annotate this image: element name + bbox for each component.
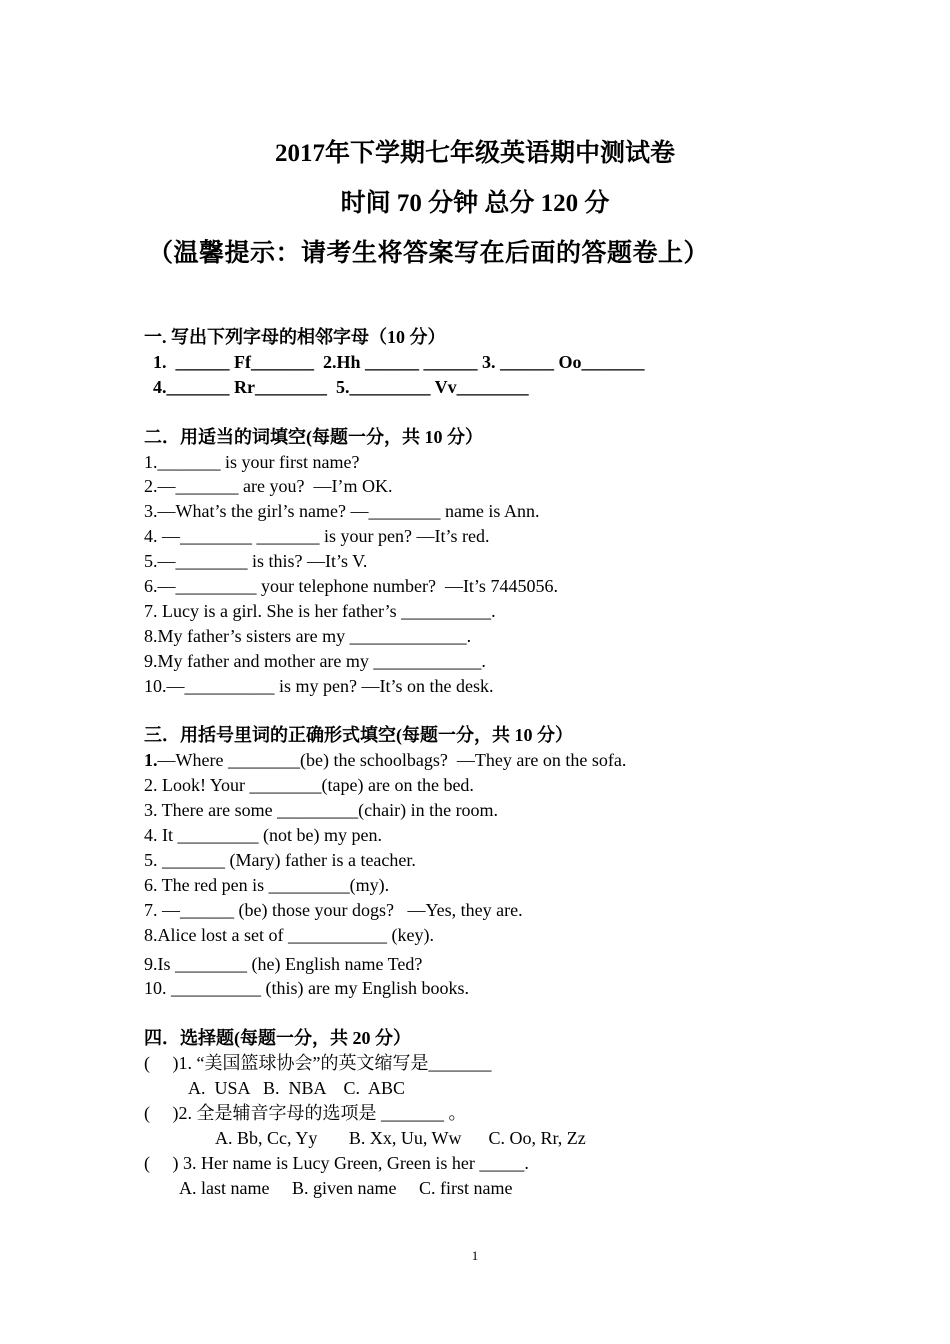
section-line: 1. ______ Ff_______ 2.Hh ______ ______ 3. ______ Oo_______ [144, 351, 645, 372]
question-line: 1.—Where ________(be) the schoolbags? —They are on the sofa. [144, 750, 627, 771]
question-line: 1._______ is your first name? [144, 451, 360, 472]
question-line: 10.—__________ is my pen? —It’s on the desk. [144, 675, 494, 696]
question-line: 4. —________ _______ is your pen? —It’s red. [144, 526, 490, 547]
section-line: 4._______ Rr________ 5._________ Vv________ [144, 376, 529, 397]
question-line: A. last name B. given name C. first name [144, 1177, 513, 1198]
question-line: 5. _______ (Mary) father is a teacher. [144, 849, 416, 870]
question-line: 6.—_________ your telephone number? —It’s 7445056. [144, 576, 558, 596]
exam-title: 2017年下学期七年级英语期中测试卷 [274, 140, 675, 167]
section-line: 三．用括号里词的正确形式填空(每题一分，共 10 分） [144, 725, 573, 746]
question-line: 3. There are some _________(chair) in the room. [144, 800, 499, 821]
question-line: 10. __________ (this) are my English books. [144, 978, 469, 999]
question-line: 6. The red pen is _________(my). [144, 874, 390, 895]
question-line: 2. Look! Your ________(tape) are on the bed. [144, 775, 474, 796]
section-line: 四．选择题(每题一分，共 20 分） [144, 1028, 411, 1049]
question-line: 2.—_______ are you? —I’m OK. [144, 476, 393, 497]
question-line: 8.My father’s sisters are my _____________. [144, 625, 472, 646]
question-line: ( ) 3. Her name is Lucy Green, Green is her _____. [144, 1152, 529, 1173]
question-line: 5.—________ is this? —It’s V. [144, 551, 368, 572]
page-number: 1 [471, 1248, 479, 1263]
question-line: 3.—What’s the girl’s name? —________ name is Ann. [144, 501, 540, 522]
question-line: A. Bb, Cc, Yy B. Xx, Uu, Ww C. Oo, Rr, Zz [144, 1127, 586, 1148]
exam-time-score: 时间 70 分钟 总分 120 分 [340, 190, 610, 217]
exam-tip: （温馨提示：请考生将答案写在后面的答题卷上） [148, 240, 710, 267]
question-line: 9.Is ________ (he) English name Ted? [144, 953, 423, 974]
question-line: 7. Lucy is a girl. She is her father’s __________. [144, 600, 496, 621]
section-line: 二．用适当的词填空(每题一分，共 10 分） [144, 426, 483, 447]
question-line: 9.My father and mother are my ____________. [144, 650, 486, 671]
question-line: ( )1. “美国篮球协会”的英文缩写是_______ [144, 1053, 492, 1074]
question-line: A. USA B. NBA C. ABC [144, 1078, 406, 1098]
question-line: 4. It _________ (not be) my pen. [144, 825, 382, 845]
section-line: 一. 写出下列字母的相邻字母（10 分） [144, 327, 446, 347]
question-line: 7. —______ (be) those your dogs? —Yes, they are. [144, 899, 523, 920]
question-line: ( )2. 全是辅音字母的选项是 _______ 。 [144, 1102, 467, 1123]
question-line: 8.Alice lost a set of ___________ (key). [144, 924, 434, 945]
